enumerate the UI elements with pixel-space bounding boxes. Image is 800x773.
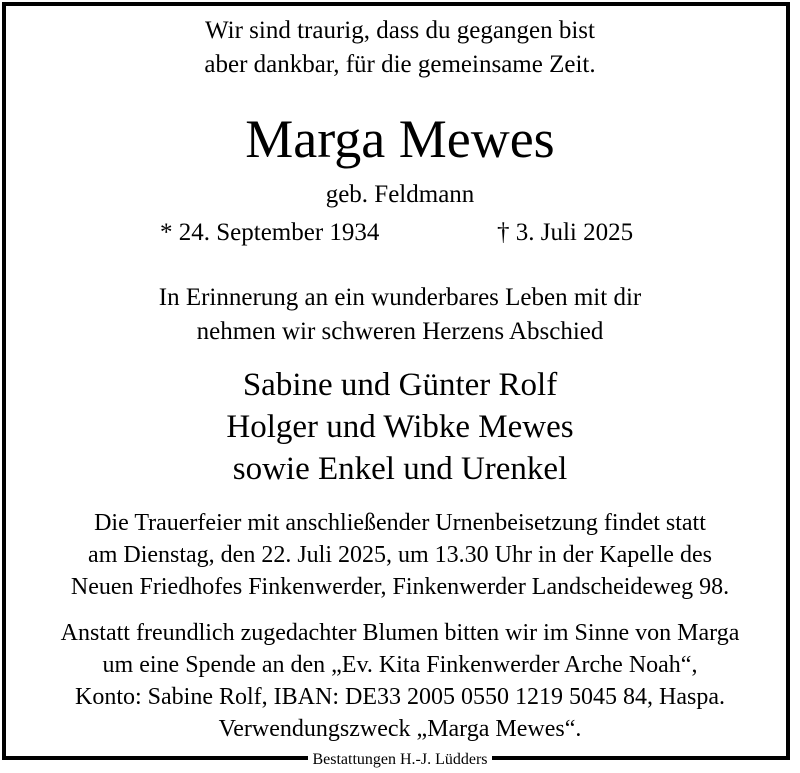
mourner-line: sowie Enkel und Urenkel [232, 451, 568, 487]
service-line: am Dienstag, den 22. Juli 2025, um 13.30 Uhr in der Kapelle des [88, 542, 712, 568]
mourner-line: Holger und Wibke Mewes [226, 409, 574, 445]
death-date: † 3. Juli 2025 [497, 219, 634, 246]
maiden-name: geb. Feldmann [325, 181, 475, 208]
deceased-name: Marga Mewes [245, 109, 555, 169]
donation-line: Konto: Sabine Rolf, IBAN: DE33 2005 0550 1219 5045 84, Haspa. [75, 684, 725, 710]
birth-date: * 24. September 1934 [160, 219, 380, 246]
service-line: Die Trauerfeier mit anschließender Urnenbeisetzung findet statt [94, 510, 706, 536]
donation-line: Anstatt freundlich zugedachter Blumen bitten wir im Sinne von Marga [60, 620, 740, 646]
mourner-line: Sabine und Günter Rolf [242, 367, 558, 403]
service-line: Neuen Friedhofes Finkenwerder, Finkenwerder Landscheideweg 98. [70, 574, 730, 600]
intro-line-2: aber dankbar, für die gemeinsame Zeit. [204, 51, 596, 78]
undertaker-name: Bestattungen H.-J. Lüdders [308, 751, 491, 768]
intro-line-1: Wir sind traurig, dass du gegangen bist [205, 17, 595, 44]
remembrance-line-2: nehmen wir schweren Herzens Abschied [196, 318, 604, 345]
remembrance-line-1: In Erinnerung an ein wunderbares Leben mit dir [158, 284, 642, 311]
donation-line: um eine Spende an den „Ev. Kita Finkenwerder Arche Noah“, [102, 652, 698, 678]
donation-line: Verwendungszweck „Marga Mewes“. [218, 716, 582, 742]
undertaker-credit [0, 751, 800, 769]
